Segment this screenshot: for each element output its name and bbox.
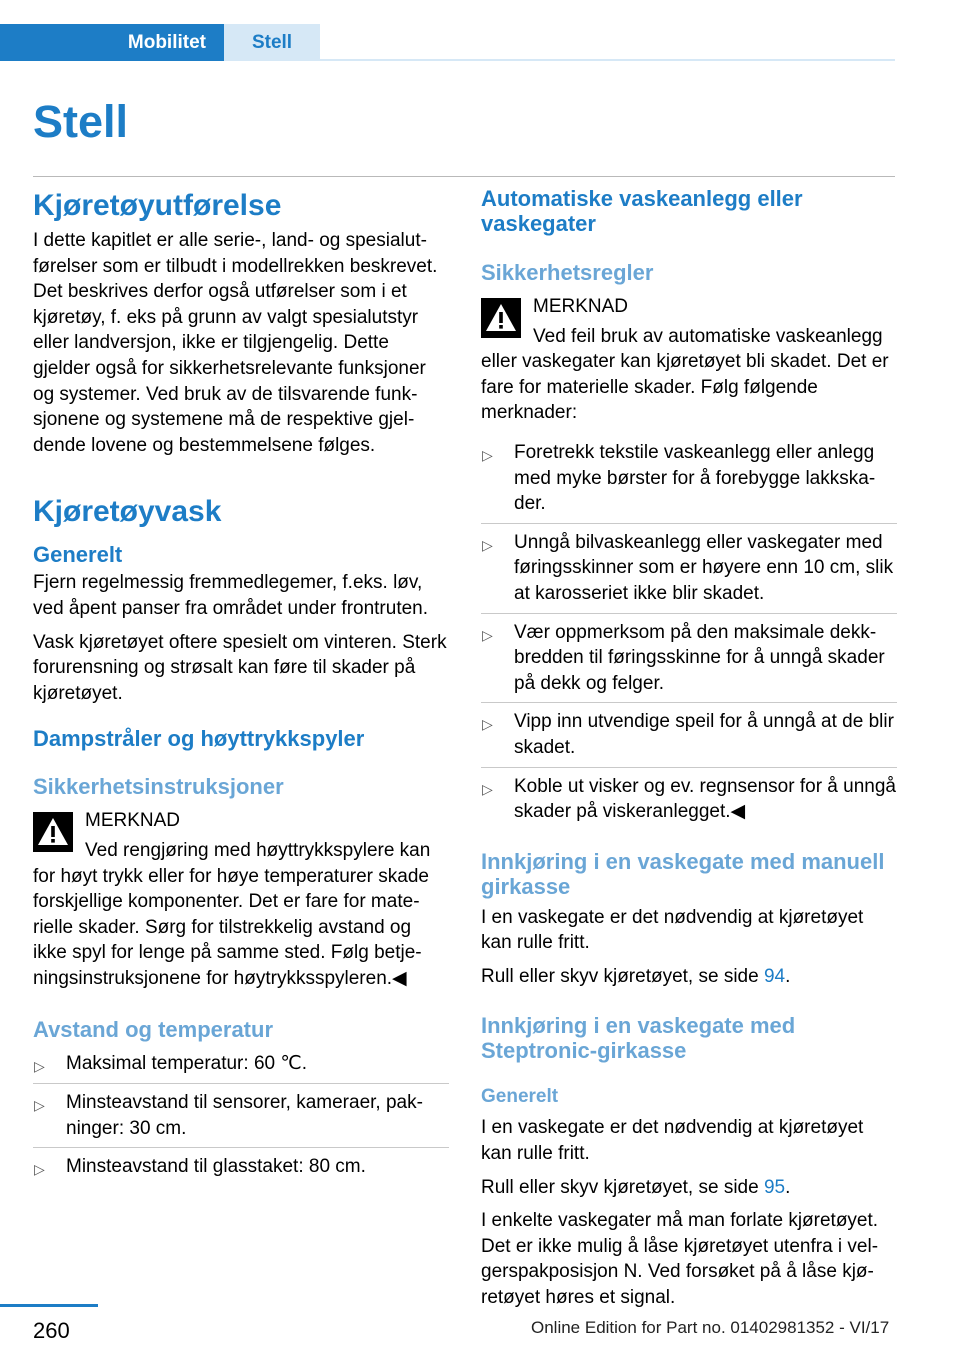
warning-triangle-icon xyxy=(33,812,73,852)
subheading-safety-instructions: Sikkerhetsinstruksjoner xyxy=(33,774,284,800)
tab-mobilitet[interactable]: Mobilitet xyxy=(0,24,224,61)
steptronic-paragraph-1: I en vaskegate er det nødvendig at kjøretøyet kan rulle fritt. xyxy=(481,1117,864,1165)
general-paragraph-1: Fjern regelmessig fremmedlegemer, f.eks. løv, ved åpent panser fra området under frontruten. xyxy=(33,572,429,619)
triangle-right-icon: ▷ xyxy=(34,1097,45,1114)
subheading-safety-rules: Sikkerhetsregler xyxy=(481,260,654,285)
footer-accent-line xyxy=(0,1304,98,1307)
subheading-manual-gearbox: Innkjøring i en vaskegate med manuell girkasse xyxy=(481,848,885,899)
triangle-right-icon: ▷ xyxy=(34,1161,45,1178)
title-divider xyxy=(33,176,895,177)
triangle-right-icon: ▷ xyxy=(482,716,493,733)
page-reference-link[interactable]: 95 xyxy=(763,1176,786,1198)
list-item: ▷ Unngå bilvaskeanlegg eller vaskegater med føringsskinner som er høyere enn 10 cm, slik at karosseriet ikke blir skadet. xyxy=(481,524,897,614)
page-number: 260 xyxy=(33,1318,70,1343)
list-item: ▷ Maksimal temperatur: 60 ℃. xyxy=(33,1045,449,1084)
list-item: ▷ Foretrekk tekstile vaskeanlegg eller anlegg med myke børster for å forebygge lakkskader. xyxy=(481,434,897,524)
header-tabs xyxy=(0,24,895,62)
triangle-right-icon: ▷ xyxy=(482,446,493,463)
warning-text: Ved feil bruk av automatiske vaskeanlegg eller vaskegater kan kjøretøyet bli skadet. Det er fare for materielle skader. Følg følgende merknader: xyxy=(481,325,889,424)
triangle-right-icon: ▷ xyxy=(482,626,493,643)
list-item: ▷ Vipp inn utvendige speil for å unngå at de blir skadet. xyxy=(481,703,897,767)
warning-label: MERKNAD xyxy=(85,810,181,832)
list-item: ▷ Koble ut visker og ev. regnsensor for å unngå skader på viskeranlegget.◀ xyxy=(482,775,896,823)
warning-text: Ved rengjøring med høyttrykkspylere kan for høyt trykk eller for høye temperaturer skade forskjellige komponenter. Det er fare for materielle skader. Sørg for tilstrekkelig avstand og ikke spyl for lenge på samme sted. Følg betjeningsinstruksjonene for høytrykksspyleren.◀ xyxy=(33,839,431,989)
list-item: ▷ Vær oppmerksom på den maksimale dekkbredden til føringsskinne for å unngå skader på dekk og felger. xyxy=(481,614,897,704)
manual-paragraph-1: I en vaskegate er det nødvendig at kjøretøyet kan rulle fritt. xyxy=(481,906,864,954)
manual-paragraph-2: Rull eller skyv kjøretøyet, se side 94. xyxy=(481,965,791,987)
wash-rules-list xyxy=(481,434,897,831)
tab-stell[interactable]: Stell xyxy=(224,24,320,61)
triangle-right-icon: ▷ xyxy=(482,780,493,797)
warning-triangle-icon xyxy=(481,298,521,338)
subheading-distance-temperature: Avstand og temperatur xyxy=(33,1017,274,1043)
steptronic-paragraph-2: Rull eller skyv kjøretøyet, se side 95. xyxy=(481,1176,791,1198)
warning-label: MERKNAD xyxy=(533,296,629,317)
general-paragraph-2: Vask kjøretøyet oftere spesielt om vinteren. Sterk forurensning og strøsalt kan føre til skader på kjøretøyet. xyxy=(33,631,447,704)
edition-note: Online Edition for Part no. 01402981352 - VI/17 xyxy=(531,1318,890,1337)
section-heading-variant: Kjøretøyutførelse xyxy=(33,189,282,222)
triangle-right-icon: ▷ xyxy=(482,536,493,553)
right-column xyxy=(481,180,897,1319)
warning-block-pressure xyxy=(33,808,449,991)
triangle-right-icon: ▷ xyxy=(34,1058,45,1075)
variant-paragraph: I dette kapitlet er alle serie-, land- og spesialutførelser som er tilbudt i modellrekken beskrevet. Det beskrives derfor også utførelser som i et kjøretøy, f. eks på grunn av valgt spesialutstyr eller landversjon, ikke er tilgjengelig. Dette gjelder også for sikkerhetsrelevante funksjoner og systemer. Ved bruk av de tilsvarende funksjonene og systemene må de respektive gjeldende lovene og bestemmelsene følges. xyxy=(33,230,438,456)
chapter-title: Stell xyxy=(33,96,129,147)
left-column xyxy=(33,180,449,1196)
subheading-steam: Dampstråler og høyttrykkspyler xyxy=(33,726,365,752)
distance-list xyxy=(33,1045,449,1185)
header-divider xyxy=(320,59,895,61)
subheading-automatic-wash: Automatiske vaskeanlegg eller vaskegater xyxy=(481,186,803,236)
list-item: ▷ Minsteavstand til glasstaket: 80 cm. xyxy=(33,1148,449,1186)
section-heading-wash: Kjøretøyvask xyxy=(33,495,222,529)
subheading-steptronic: Innkjøring i en vaskegate med Steptronic-girkasse xyxy=(481,1013,796,1064)
subheading-general-steptronic: Generelt xyxy=(481,1086,559,1108)
steptronic-paragraph-3: I enkelte vaskegater må man forlate kjøretøyet. Det er ikke mulig å låse kjøretøyet utenfra i velgerspakposisjon N. Ved forsøket på å låse kjøretøyet høres et signal. xyxy=(481,1210,879,1309)
warning-block-wash xyxy=(481,294,897,426)
subheading-general: Generelt xyxy=(33,542,123,568)
page-reference-link[interactable]: 94 xyxy=(763,965,786,987)
list-item: ▷ Minsteavstand til sensorer, kameraer, pakninger: 30 cm. xyxy=(33,1084,449,1148)
